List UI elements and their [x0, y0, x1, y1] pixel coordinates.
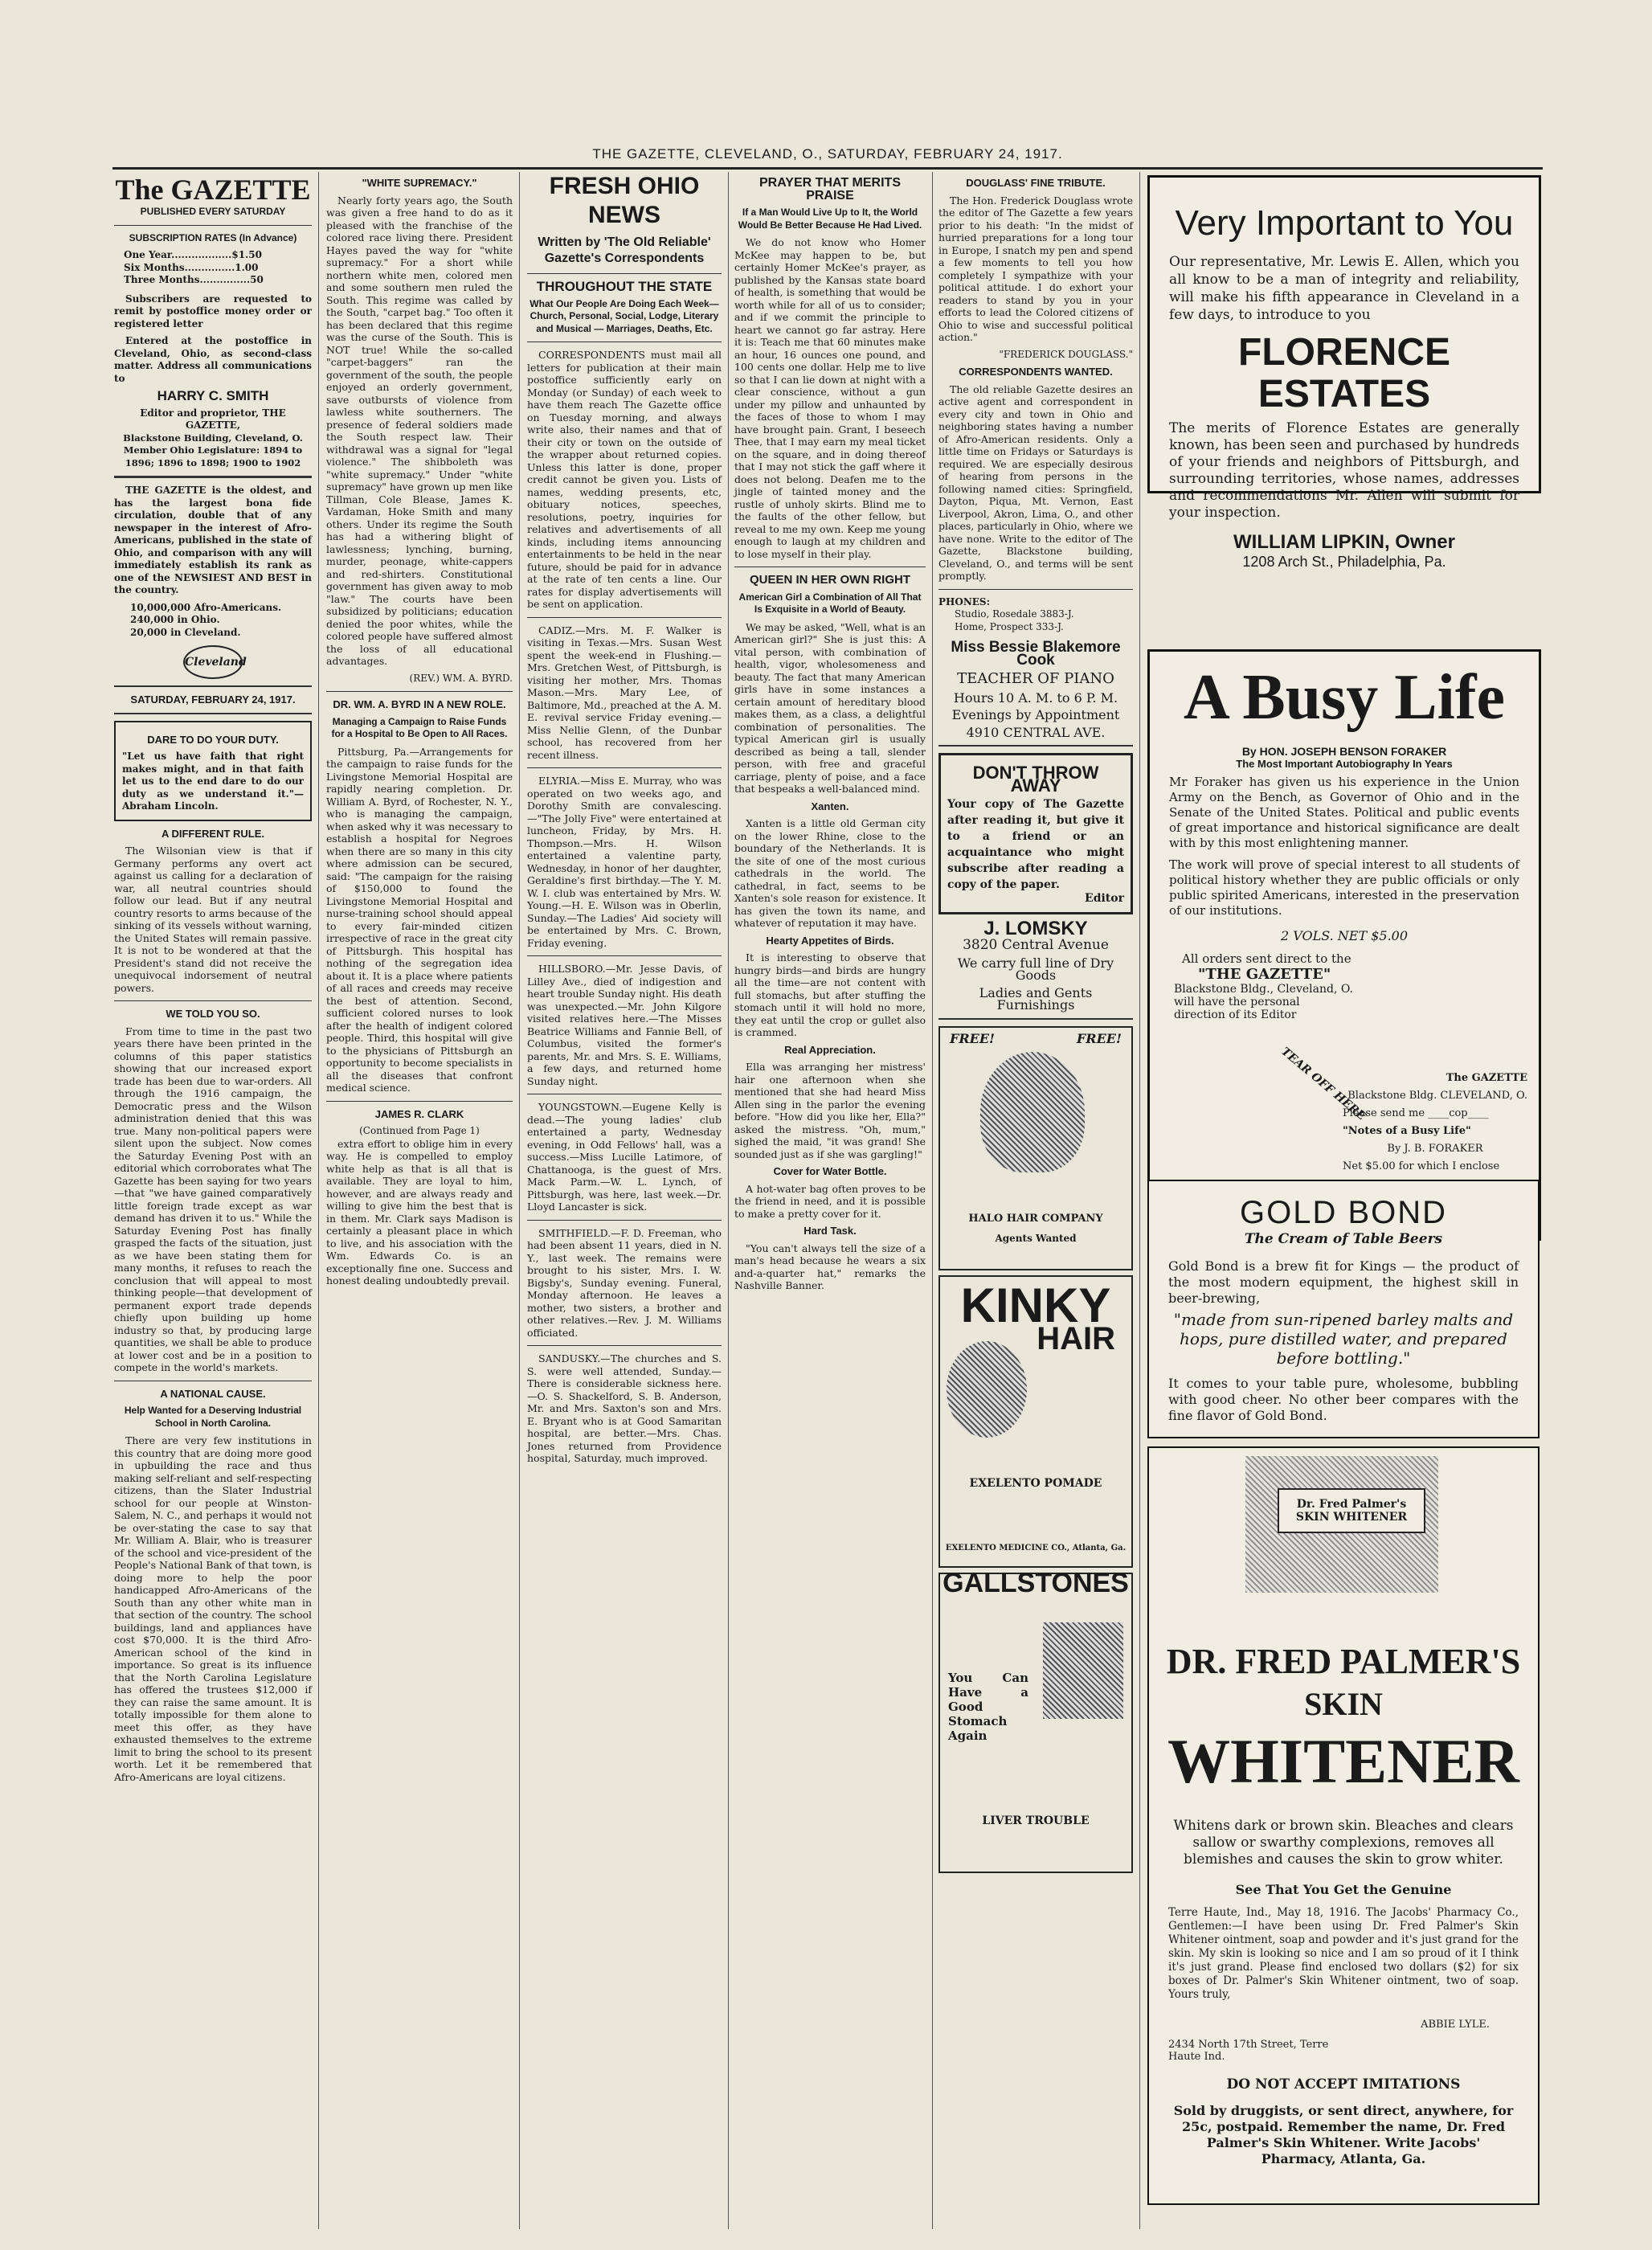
rates-heading: SUBSCRIPTION RATES (In Advance): [129, 231, 297, 243]
phone-line: Home, Prospect 333-J.: [955, 620, 1064, 632]
busy-life-body-2: The work will prove of special interest to all students of political history whether they are public officials or only public spirited Americans, interested in the preservation of our institutions.: [1169, 857, 1519, 918]
population-stats: [114, 602, 312, 640]
product-package-label: Dr. Fred Palmer's SKIN WHITENER: [1278, 1488, 1425, 1533]
busy-life-subtitle: The Most Important Autobiography In Years: [1236, 758, 1453, 770]
gold-bond-title: GOLD BOND: [1239, 1195, 1448, 1230]
article-text: Xanten is a little old German city on the lower Rhine, close to the boundary of the Netherlands. It is the site of one of the most curious cathedrals in the world. The cathedral, in fact, seems to be Xanten's sole reason for existence. It has given the town its name, and whatever of reputation it may have.: [734, 817, 926, 929]
article-text: There are very few institutions in this country that are doing more good in upbuilding the race and thus making self-reliant and self-respecting citizens, than the Slater Industrial school for our people at Winston-Salem, N. C., and perhaps it would not be over-stating the case to say that Mr. William A. Blair, who is treasurer of the school and vice-president of the People's National Bank of that town, is doing more to help the poor handicapped Afro-Americans of the South than any other white man in that section of the country. The school buildings, land and appliances have cost $70,000. It is the third Afro-American school of the kind in importance. So great is its influence that the North Carolina Legislature has offered the trustees $12,000 if they can raise the same amount. It is totally impossible for them alone to meet this offer, as they have exhausted themselves to the extreme limit to bring the school to its present worth. Let it be remembered that Afro-Americans are loyal citizens.: [114, 1434, 312, 1783]
news-sandusky: SANDUSKY.—The churches and S. S. were well attended, Sunday.—There is considerable sickness here.—O. S. Shackelford, S. B. Anderson, Mr. and Mrs. Saxton's son and Mrs. E. Bryant who is at Good Samaritan hospital, are better.—Mrs. Chas. Jones returned from Providence hospital, Saturday, much improved.: [527, 1352, 722, 1464]
hair-heading: HAIR: [1037, 1320, 1115, 1356]
gold-bond-quote: "made from sun-ripened barley malts and hops, pure distilled water, and prepared before bottling.": [1173, 1310, 1514, 1368]
population-row: 10,000,000 Afro-Americans.: [130, 601, 282, 613]
subhead-clark: (Continued from Page 1): [359, 1125, 480, 1136]
palmer-letter-address: 2434 North 17th Street, Terre Haute Ind.: [1168, 2039, 1329, 2063]
teacher-hours: Hours 10 A. M. to 6 P. M.: [953, 689, 1118, 706]
headline-birds: Hearty Appetites of Birds.: [766, 934, 894, 947]
article-text: It is interesting to observe that hungry birds—and birds are hungry all the time—are not content with full stomachs, but after stuffing the stomach until it will hold no more, they eat until the crop or gullet also is crammed.: [734, 951, 926, 1038]
article-text: A hot-water bag often proves to be the friend in need, and it is possible to make a pretty cover for it.: [734, 1182, 926, 1220]
gallstones-heading: GALLSTONES: [943, 1567, 1129, 1598]
halo-hair-ad: [938, 1026, 1133, 1270]
duty-box: [114, 721, 312, 821]
headline-appreciation: Real Appreciation.: [784, 1043, 876, 1056]
teacher-title: TEACHER OF PIANO: [957, 670, 1114, 687]
headline-queen: QUEEN IN HER OWN RIGHT: [749, 573, 910, 587]
very-important-body: Our representative, Mr. Lewis E. Allen, which you all know to be a man of integrity and reliability, will make his fifth appearance in Cleveland in a few days, to introduce to you: [1169, 254, 1519, 323]
editor-role: Editor and proprietor, THE GAZETTE,: [140, 407, 286, 431]
coupon-send[interactable]: Please send me ____cop____: [1343, 1107, 1489, 1119]
news-smithfield: SMITHFIELD.—F. D. Freeman, who had been absent 11 years, died in N. Y., last week. The remains were brought to his sister, Mrs. I. W. Bigsby's, Sunday evening. Funeral, Monday afternoon. He leaves a mother, two sisters, a brother and other relatives.—Rev. J. M. Williams officiated.: [527, 1226, 722, 1339]
entered-note: Entered at the postoffice in Cleveland, Ohio, as second-class matter. Address all communications to: [114, 335, 312, 384]
headline-prayer: PRAYER THAT MERITS PRAISE: [759, 176, 901, 202]
halo-company: HALO HAIR COMPANY: [968, 1212, 1103, 1225]
palmer-name: DR. FRED PALMER'S: [1166, 1642, 1521, 1681]
liver-trouble: LIVER TROUBLE: [982, 1814, 1090, 1827]
gold-bond-body-2: It comes to your table pure, wholesome, bubbling with good cheer. No other beer compares with the fine flavor of Gold Bond.: [1168, 1376, 1519, 1423]
headline-clark: JAMES R. CLARK: [374, 1107, 464, 1120]
phones-heading: PHONES:: [938, 595, 991, 608]
headline-white-supremacy: "WHITE SUPREMACY.": [362, 177, 477, 189]
subhead-queen: American Girl a Combination of All That Is Exquisite in a World of Beauty.: [738, 591, 922, 615]
article-text: We do not know who Homer McKee may happen to be, but certainly Homer McKee's prayer, as published by the Kansas state board of health, is something that would be worth while for all of us to consider; and if we commit the principle to heart we cannot go far astray. Here it is: Teach me that 60 minutes make an hour, 16 ounces one pound, and 100 cents one dollar. Help me to live so that I can lie down at night with a clear conscience, without a gun under my pillow and unhaunted by the faces of those to whom I may have brought pain. Grant, I beseech Thee, that I may earn my meal ticket on the square, and in doing thereof that I may not stick the gaff where it does not belong. Deafen me to the jingle of tainted money and the rustle of unholy skirts. Blind me to the faults of the other fellow, but reveal to me my own. Keep me young enough to laugh at my children and to lose myself in their play.: [734, 236, 926, 560]
lomsky-goods: We carry full line of Dry Goods: [957, 955, 1114, 983]
palmer-letter-signature: ABBIE LYLE.: [1421, 2019, 1490, 2031]
rate-row: Three Months...............50: [124, 274, 264, 285]
article-text: We may be asked, "Well, what is an American girl?" She is just this: A vital person, with combination of health, vigor, wholesomeness and beauty. The fact that many American girls have in some instances a certain amount of hereditary blood makes them, as a class, a delightful combination of personalities. The typical American girl is usually described as being a tall, slender person, with free and graceful carriage, plenty of poise, and a face that bespeaks a well-balanced mind.: [734, 620, 926, 795]
article-text: The Wilsonian view is that if Germany performs any overt act against us calling for a declaration of war, all neutral countries should follow our lead. But if any neutral country resorts to arms because of the sinking of its vessels without warning, the United States will remain passive. It is not to be wondered at that the President's stand did not receive the unequivocal indorsement of neutral powers.: [114, 845, 312, 994]
remit-note: Subscribers are requested to remit by postoffice money order or registered letter: [114, 292, 312, 329]
busy-life-body: Mr Foraker has given us his experience in the Union Army on the Bench, as Governor of Ohio and in the Senate of the United States. Political and public events of great importance and historical significance are dealt with by this most enlightening manner.: [1169, 775, 1519, 850]
news-youngstown: YOUNGSTOWN.—Eugene Kelly is dead.—The young ladies' club entertained a party, Wednesday evening, in Odd Fellows' hall, was a success.—Miss Lucille Latimore, of Chattanooga, is the guest of Mrs. Mack Parm.—W. L. Lynch, of Pittsburgh, was here, last week.—Dr. Lloyd Lancaster is sick.: [527, 1101, 722, 1213]
coupon-gazette: The GAZETTE: [1446, 1072, 1527, 1084]
population-row: 240,000 in Ohio.: [130, 614, 220, 625]
lipkin-address: 1208 Arch St., Philadelphia, Pa.: [1242, 554, 1446, 570]
headline-hard-task: Hard Task.: [804, 1225, 857, 1237]
palmer-skin: SKIN: [1304, 1686, 1383, 1722]
headline-water-bottle: Cover for Water Bottle.: [773, 1165, 887, 1177]
gallstones-sub: You Can Have a Good Stomach Again: [948, 1670, 1028, 1743]
busy-life-author: By HON. JOSEPH BENSON FORAKER: [1241, 745, 1447, 758]
headline-correspondents-wanted: CORRESPONDENTS WANTED.: [959, 366, 1113, 378]
rate-row: One Year..................$1.50: [124, 249, 262, 260]
rates-list: [114, 249, 312, 287]
column-1: [114, 172, 312, 2229]
free-label: FREE!: [950, 1030, 996, 1046]
palmer-whitener-ad: [1147, 1446, 1540, 2205]
article-text: Ella was arranging her mistress' hair one afternoon when she mentioned that she had heard Miss Allen sing in the parlor the evening before. "How did you like her, Ella?" asked the mistress. "Oh, mum," sighed the maid, "it was grand! She sounded just as if she was gargling!": [734, 1061, 926, 1160]
subhead-prayer: If a Man Would Live Up to It, the World Would Be Better Because He Had Lived.: [738, 207, 922, 231]
dont-throw-away-box: [938, 753, 1133, 914]
gazette-subtitle: PUBLISHED EVERY SATURDAY: [140, 206, 286, 217]
very-important-title: Very Important to You: [1175, 203, 1514, 243]
subhead-correspondents: Written by 'The Old Reliable' Gazette's Correspondents: [538, 235, 711, 265]
tear-off-label: TEAR OFF HERE: [1278, 1045, 1368, 1123]
page-masthead: THE GAZETTE, CLEVELAND, O., SATURDAY, FEBRUARY 24, 1917.: [112, 146, 1543, 170]
lincoln-quote: "Let us have faith that right makes might, and in that faith let us to the end dare to do our duty as we understand it."—Abraham Lincoln.: [122, 751, 304, 812]
cleveland-seal: Cleveland: [183, 645, 243, 679]
kinky-heading: KINKY: [960, 1278, 1111, 1332]
news-cadiz: CADIZ.—Mrs. M. F. Walker is visiting in Texas.—Mrs. Susan West spent the week-end in Flushing.—Mrs. Gretchen West, of Pittsburgh, is visiting her mother, Mrs. Thomas Mason.—Mrs. Mary Lee, of Baltimore, Md., preached at the A. M. E. revival service Friday evening.—Miss Nellie Glenn, of the Dunbar school, has recovered from her recent illness.: [527, 624, 722, 761]
subhead-byrd: Managing a Campaign to Raise Funds for a Hospital to Be Open to All Races.: [331, 715, 508, 739]
column-rule: [519, 172, 520, 2229]
gallstones-ad: [938, 1567, 1133, 1873]
dont-throw-away-heading: DON'T THROW AWAY: [972, 763, 1099, 796]
headline-told-you-so: WE TOLD YOU SO.: [166, 1008, 260, 1020]
gold-bond-ad: [1147, 1180, 1540, 1438]
palmer-imitations: DO NOT ACCEPT IMITATIONS: [1226, 2076, 1461, 2092]
lipkin-owner: WILLIAM LIPKIN, Owner: [1233, 531, 1455, 553]
article-text: The Hon. Frederick Douglass wrote the editor of The Gazette a few years prior to his death: "In the midst of hurried preparations for a long tour in Europe, I snatch my pen and spend a few moments to tell you how completely I sympathize with your political attitude. I do exhort your readers to stand by you in your efforts to lead the Colored citizens of Ohio to wise and successful political action.": [938, 194, 1133, 343]
headline-fresh-ohio-news: FRESH OHIO NEWS: [549, 173, 700, 228]
florence-estates-title: FLORENCE ESTATES: [1238, 331, 1450, 415]
headline-byrd: DR. WM. A. BYRD IN A NEW ROLE.: [333, 698, 506, 710]
busy-life-address: Blackstone Bldg., Cleveland, O.: [1174, 983, 1353, 996]
lomsky-address: 3820 Central Avenue: [963, 937, 1109, 953]
column-2: [326, 172, 513, 2229]
duty-heading: DARE TO DO YOUR DUTY.: [147, 733, 279, 746]
palmer-body: Whitens dark or brown skin. Bleaches and clears sallow or swarthy complexions, removes all blemishes and causes the skin to grow whiter.: [1173, 1818, 1514, 1868]
headline-national-cause: A NATIONAL CAUSE.: [160, 1387, 266, 1400]
headline-douglass: DOUGLASS' FINE TRIBUTE.: [966, 177, 1106, 189]
editor-address: Blackstone Building, Cleveland, O. Member Ohio Legislature: 1894 to 1896; 1896 to 1898; 1900 to 1902: [123, 432, 303, 468]
issue-date: SATURDAY, FEBRUARY 24, 1917.: [130, 693, 296, 706]
halo-agents: Agents Wanted: [995, 1232, 1077, 1244]
column-3: [527, 172, 722, 2229]
coupon-price: Net $5.00 for which I enclose: [1343, 1160, 1500, 1172]
headline-throughout-state: THROUGHOUT THE STATE: [536, 279, 713, 294]
very-important-ad: [1147, 175, 1541, 570]
coupon-title: "Notes of a Busy Life": [1343, 1125, 1471, 1137]
article-text: "You can't always tell the size of a man's head because he wears a six and-a-quarter hat," remarks the Nashville Banner.: [734, 1242, 926, 1291]
article-signature: (REV.) WM. A. BYRD.: [409, 672, 513, 684]
subhead-national-cause: Help Wanted for a Deserving Industrial School in North Carolina.: [124, 1405, 302, 1429]
column-rule: [318, 172, 319, 2229]
headline-xanten: Xanten.: [811, 800, 849, 812]
coupon-author: By J. B. FORAKER: [1387, 1143, 1483, 1155]
teacher-address: 4910 CENTRAL AVE.: [966, 724, 1106, 740]
gold-bond-body: Gold Bond is a brew fit for Kings — the product of the most modern equipment, the highest skill in beer-brewing,: [1168, 1258, 1519, 1306]
palmer-genuine: See That You Get the Genuine: [1235, 1882, 1452, 1897]
order-coupon: [1343, 1070, 1527, 1176]
column-rule: [1139, 172, 1140, 2229]
phone-line: Studio, Rosedale 3883-J.: [955, 608, 1074, 620]
busy-life-gazette: "THE GAZETTE": [1198, 966, 1331, 983]
busy-life-orders: All orders sent direct to the: [1182, 951, 1351, 966]
busy-life-price: 2 VOLS. NET $5.00: [1280, 928, 1409, 943]
exelento-pomade: EXELENTO POMADE: [969, 1476, 1102, 1490]
article-text: CORRESPONDENTS must mail all letters for publication at their main postoffice sufficiently early on Monday (or Sunday) of each week to have them reach The Gazette office on Tuesday morning, and always write also, their names and that of their city or town on the outside of the wrapper about returned copies. Unless this latter is done, proper credit cannot be given you. Lists of names, wedding presents, etc, obituary notices, speeches, resolutions, poetry, inquiries for relatives and advertisements of all kinds, including items announcing entertainments to be held in the near future, should be paid for in advance at the rate of ten cents a line. Our rates for display advertisements will be sent on application.: [527, 349, 722, 610]
woman-portrait-image: [980, 1052, 1085, 1172]
article-text: Nearly forty years ago, the South was given a free hand to do as it pleased with the franchise of the colored race living there. President Hayes paved the way for "white supremacy." For a short while northern white men, colored men and some southern men ruled the South. This regime was called by the South, "carpet bag." Too often it has been declared that this regime was the curse of the South. This is NOT true! While the so-called "carpet-baggers" ran the government of the south, the people enjoyed an orderly government, save outbursts of violence from lawless white southerners. The presence of federal soldiers made the South respect law. Their withdrawal was a signal for "legal violence." The shibboleth was "white supremacy." Under "white supremacy" have grown up men like Tillman, Cole Blease, James K. Vardaman, Hoke Smith and many others. Under its regime the South has had a withering blight of lawlessness; lynching, burning, murder, peonage, white-cappers and red-shirters. Constitutional government has given away to mob "law." The courts have been subsidized by politicians; education denied the poor whites, while the colored people have suffered almost the loss of all educational advantages.: [326, 194, 513, 667]
article-text: The old reliable Gazette desires an active agent and correspondent in every city and town in Ohio and neighboring states having a number of Afro-American residents. Only a little time on Fridays or Saturdays is required. We are especially desirous of hearing from persons in the following named cities: Springfield, Dayton, Piqua, Mt. Vernon, East Liverpool, Akron, Lima, O., and other places, particularly in Ohio, where we have none. Write to the editor of The Gazette, Blackstone building, Cleveland, O., and terms will be sent promptly.: [938, 382, 1133, 582]
article-text: extra effort to oblige him in every way. He is compelled to employ white help as that is all that is available. They are loyal to him, however, and are always ready and willing to give him the best that is in them. Mr. Clark says Madison is certainly a pleasant place in which to live, and his association with the Wm. Edwards Co. is an exceptionally fine one. Success and honest dealing undoubtedly prevail.: [326, 1137, 513, 1287]
subhead-what-people-doing: What Our People Are Doing Each Week—Church, Personal, Social, Lodge, Literary and Musical — Marriages, Deaths, Etc.: [530, 297, 719, 334]
exelento-company: EXELENTO MEDICINE CO., Atlanta, Ga.: [945, 1543, 1127, 1552]
free-label: FREE!: [1076, 1030, 1122, 1046]
teacher-evenings: Evenings by Appointment: [951, 707, 1120, 722]
column-4: [734, 172, 926, 2229]
palmer-whitener: WHITENER: [1167, 1726, 1519, 1796]
florence-estates-body: The merits of Florence Estates are generally known, has been seen and purchased by hundreds of your friends and neighbors of Pittsburgh, and surrounding territories, whose names, addresses and recommendations Mr. Allen will submit for your inspection.: [1169, 420, 1519, 521]
article-text: From time to time in the past two years there have been printed in the columns of this paper statistics showing that our increased export trade has been due to war-orders. All through the 1916 campaign, the Democratic press and the Wilson administration denied that this was true. Many non-political papers were silent upon the subject. Now comes the Saturday Evening Post with an editorial which corroborates what The Gazette has been saying for two years —that "we have gained comparatively little foreign trade except as war demand has driven it to us." While the Saturday Evening Post has finally grasped the facts of the situation, just as we have been stating them for many months, it refuses to reach the conclusion that will appeal to most thinking people—that development of permanent export trade depends chiefly upon building up home industry so that, by producing large quantities, we shall be able to produce at lower cost and be in a position to compete in the world's markets.: [114, 1025, 312, 1373]
busy-life-note: will have the personal direction of its Editor: [1174, 996, 1300, 1021]
busy-life-ad: [1147, 649, 1541, 1241]
palmer-sold-by: Sold by druggists, or sent direct, anywhere, for 25c, postpaid. Remember the name, Dr. Fred Palmer's Skin Whitener. Write Jacobs' Pharmacy, Atlanta, Ga.: [1173, 2103, 1514, 2166]
population-row: 20,000 in Cleveland.: [130, 626, 241, 638]
dont-throw-away-signature: Editor: [1085, 892, 1124, 905]
article-text: Pittsburg, Pa.—Arrangements for the campaign to raise funds for the Livingstone Memorial Hospital are rapidly nearing completion. Dr. William A. Byrd, of Rochester, N. Y., who is managing the campaign, when asked why it was necessary to establish a hospital for Negroes when there are so many in this city where admission can be secured, said: "The campaign for the raising of $150,000 to found the Livingstone Memorial Hospital and nurse-training school should appeal to every fair-minded citizen irrespective of race in the great city of Pittsburgh. This hospital has nothing of the segregation idea about it. It is a place where patients of all races and creeds may receive the best of attention. Second, sufficient colored nurses to look after the health of indigent colored people. Third, this hospital will give to the physicians of Pittsburgh an opportunity to become specialists in all the diseases that confront medical science.: [326, 745, 513, 1094]
article-signature: "FREDERICK DOUGLASS.": [999, 348, 1133, 360]
kinky-hair-ad: [938, 1275, 1133, 1568]
gazette-title: The GAZETTE: [115, 174, 311, 206]
coupon-address: Blackstone Bldg. CLEVELAND, O.: [1347, 1090, 1527, 1102]
editor-name: HARRY C. SMITH: [157, 388, 269, 403]
busy-life-title: A Busy Life: [1183, 662, 1506, 733]
oldest-paper-note: THE GAZETTE is the oldest, and has the largest bona fide circulation, double that of any newspaper in the interest of Afro-Americans, published in the state of Ohio, and comparison with any will immediately establish its rank as one of the NEWSIEST AND BEST in the country.: [114, 485, 312, 595]
man-illustration-image: [1043, 1622, 1123, 1719]
gold-bond-subtitle: The Cream of Table Beers: [1244, 1231, 1443, 1247]
palmer-letter: Terre Haute, Ind., May 18, 1916. The Jacobs' Pharmacy Co., Gentlemen:—I have been using Dr. Fred Palmer's Skin Whitener ointment, soap and powder and it's just grand for the skin. My skin is looking so nice and I am so proud of it I think it's just grand. Please find enclosed two dollars ($2) for six boxes of Dr. Palmer's Skin Whitener ointment, two of soap. Yours truly,: [1168, 1906, 1519, 2001]
news-hillsboro: HILLSBORO.—Mr. Jesse Davis, of Lilley Ave., died of indigestion and heart trouble Sunday night. His death was unexpected.—Mr. John Kilgore visited relatives here.—The Misses Beatrice Williams and Fannie Bell, of Columbus, visited the former's parents, Mr. and Mrs. S. E. Williams, a few days, and returned home Sunday night.: [527, 963, 722, 1087]
woman-portrait-image: [947, 1341, 1027, 1438]
dont-throw-away-text: Your copy of The Gazette after reading it, but give it to a friend or an acquaintance who might subscribe after reading a copy of the paper.: [947, 798, 1124, 891]
lomsky-name: J. LOMSKY: [983, 917, 1088, 939]
column-rule: [728, 172, 729, 2229]
headline-different-rule: A DIFFERENT RULE.: [161, 827, 265, 840]
lomsky-furnishings: Ladies and Gents Furnishings: [979, 984, 1093, 1012]
rate-row: Six Months...............1.00: [124, 261, 259, 273]
teacher-name: Miss Bessie Blakemore Cook: [951, 639, 1121, 669]
column-rule: [932, 172, 933, 2229]
news-elyria: ELYRIA.—Miss E. Murray, who was operated on two weeks ago, and Dorothy Smith are convalescing.—"The Jolly Five" were entertained at luncheon, Friday, by Mrs. H. Thompson.—Mrs. H. Wilson entertained a valentine party, Wednesday, in honor of her daughter, Geraldine's first birthday.—The Y. M. W. I. club was entertained by Mrs. W. Young.—H. E. Wilson was in Oberlin, Sunday.—The Ladies' Aid society will be entertained by Mrs. C. Brown, Friday evening.: [527, 775, 722, 949]
column-5: [938, 172, 1133, 2229]
